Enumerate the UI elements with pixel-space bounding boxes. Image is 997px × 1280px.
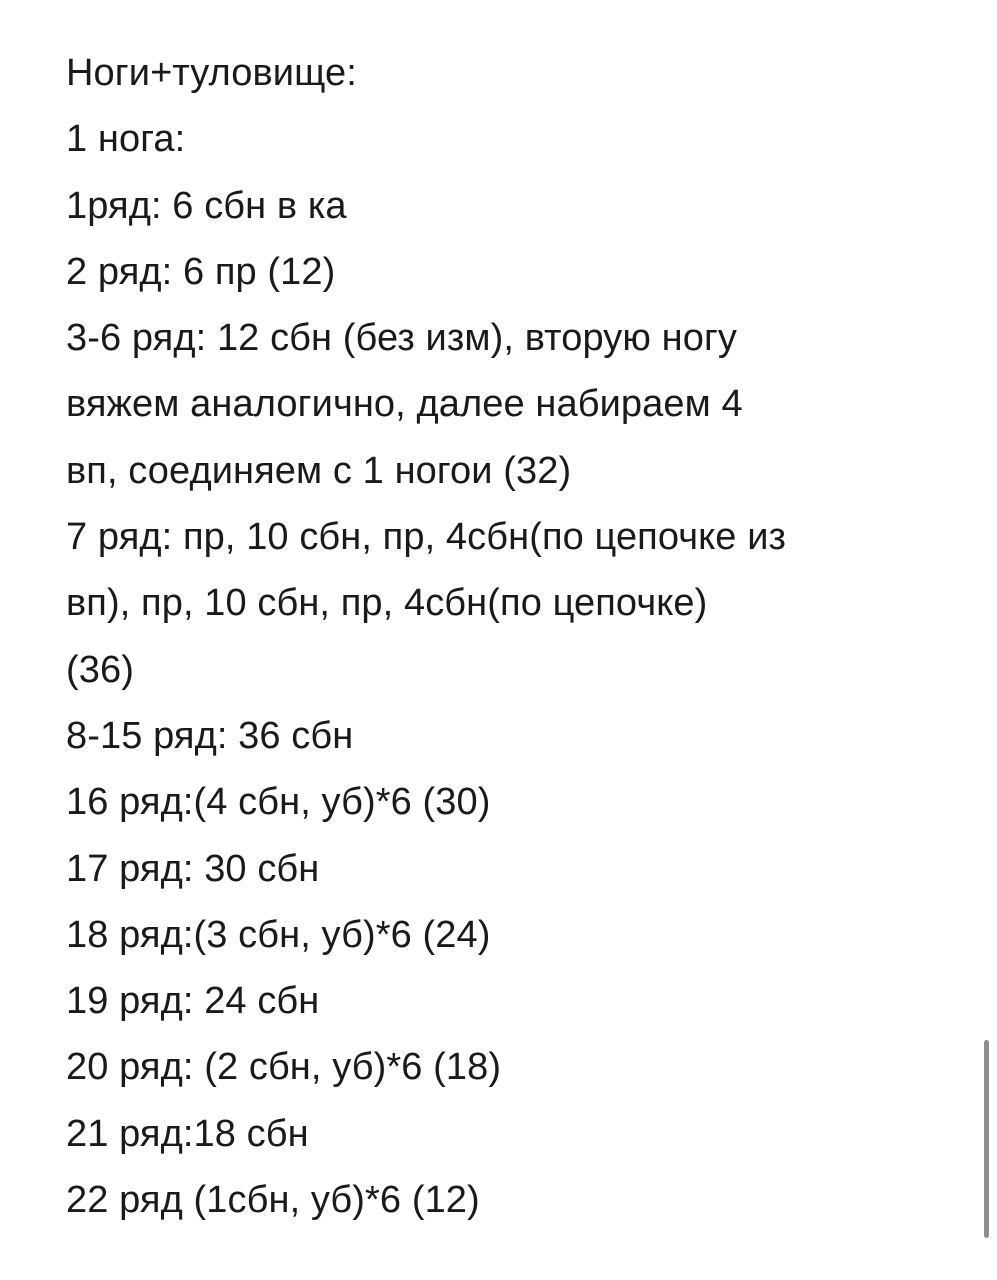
note-line: 7 ряд: пр, 10 сбн, пр, 4сбн(по цепочке из (66, 516, 787, 559)
note-line: 21 ряд:18 сбн (66, 1112, 309, 1155)
note-line: 22 ряд (1сбн, уб)*6 (12) (66, 1179, 480, 1222)
note-title: Ноги+туловище: (66, 52, 357, 94)
note-line: 16 ряд:(4 сбн, уб)*6 (30) (66, 781, 491, 824)
note-line: вп, соединяем с 1 ногои (32) (66, 449, 572, 492)
note-line: вяжем аналогично, далее набираем 4 (66, 383, 743, 426)
note-line: 19 ряд: 24 сбн (66, 980, 320, 1023)
note-line: 3-6 ряд: 12 сбн (без изм), вторую ногу (66, 317, 738, 360)
note-text-body[interactable] (66, 40, 946, 1233)
note-line: 8-15 ряд: 36 сбн (66, 714, 354, 757)
note-line: 2 ряд: 6 пр (12) (66, 250, 336, 293)
note-line: 18 ряд:(3 сбн, уб)*6 (24) (66, 913, 491, 956)
note-line: 1ряд: 6 сбн в ка (66, 184, 347, 227)
note-line: 17 ряд: 30 сбн (66, 847, 320, 890)
note-line: вп), пр, 10 сбн, пр, 4сбн(по цепочке) (66, 582, 708, 625)
vertical-scrollbar[interactable] (984, 1040, 989, 1238)
note-line: 20 ряд: (2 сбн, уб)*6 (18) (66, 1046, 502, 1089)
note-line: (36) (66, 648, 134, 691)
note-line: 1 нога: (66, 118, 186, 161)
